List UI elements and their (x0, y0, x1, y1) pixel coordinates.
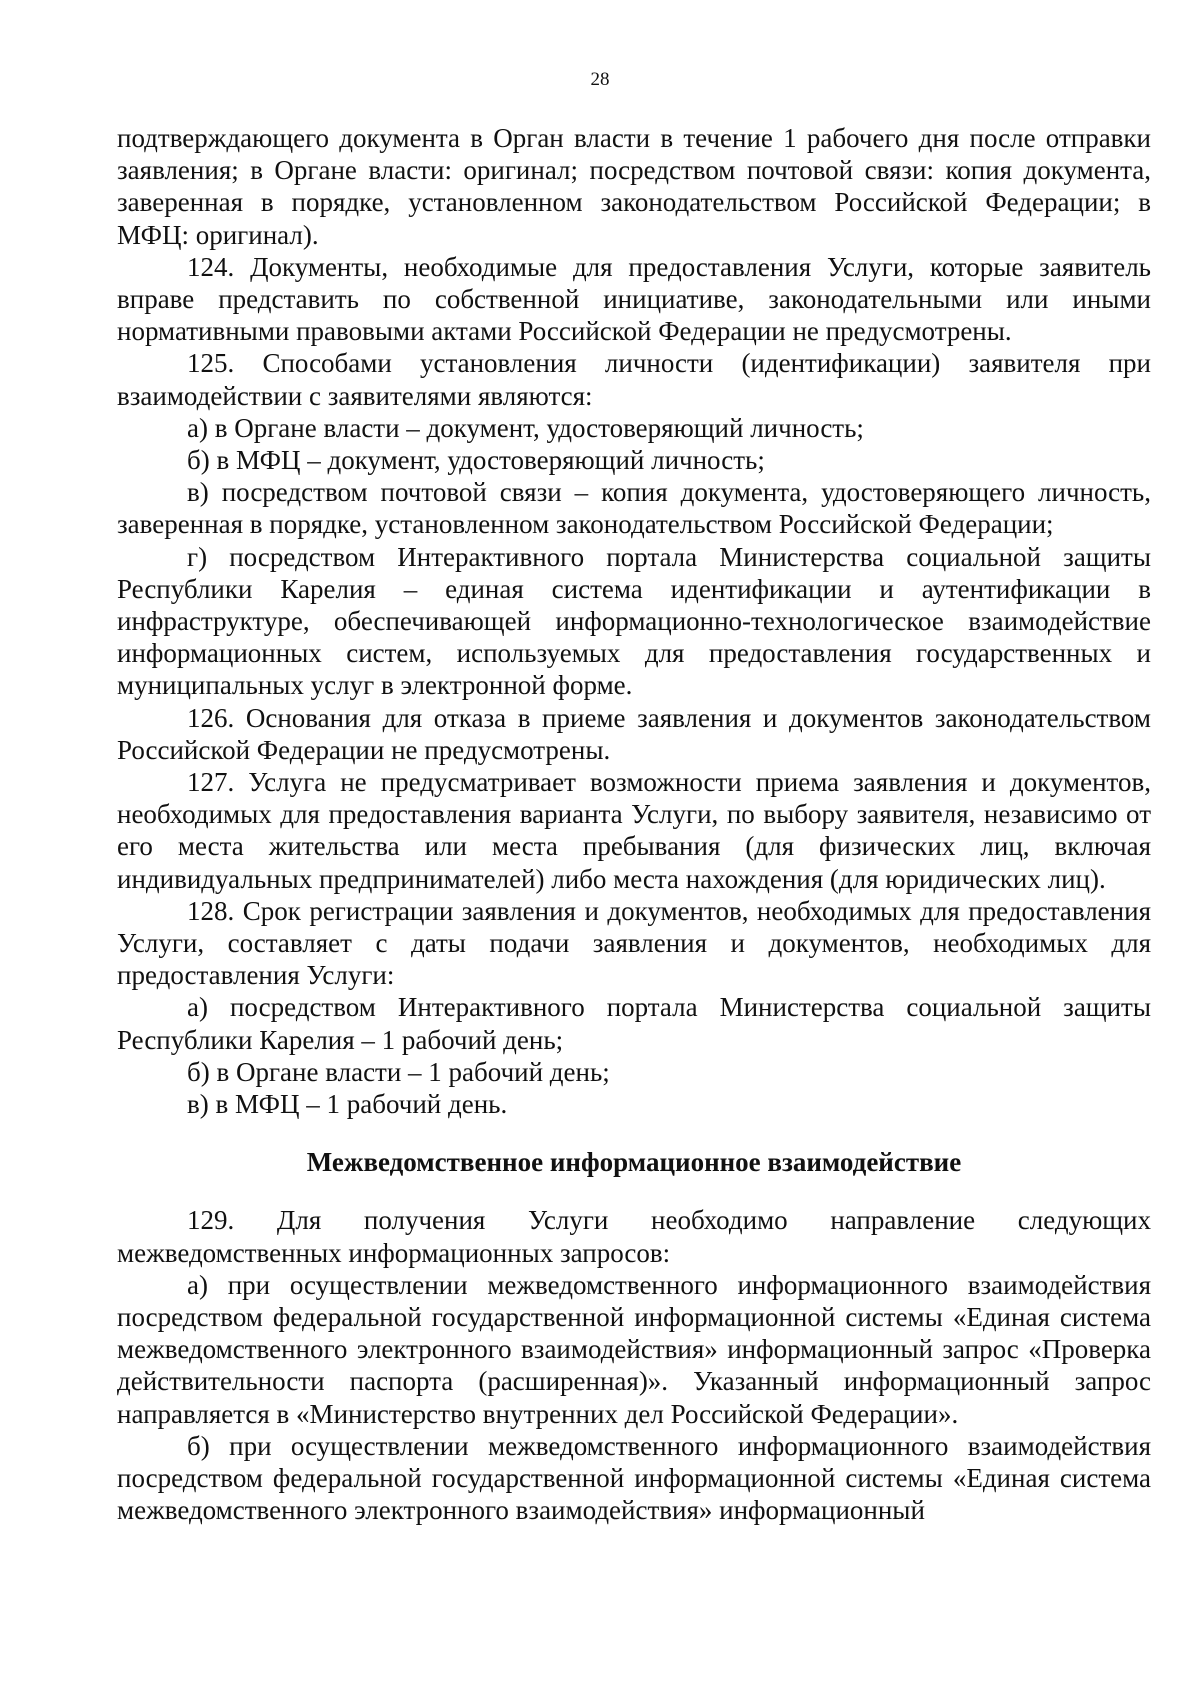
list-item: в) в МФЦ – 1 рабочий день. (187, 1089, 508, 1120)
list-item: б) в Органе власти – 1 рабочий день; (187, 1056, 610, 1087)
list-item: г) посредством Интерактивного портала Министерства социальной защиты Республики Карелия – единая система идентификации и аутентификации в инфраструктуре, обеспечивающей информационно-технологическое взаимодействие информационных систем, используемых для предоставления государственных и муниципальных услуг в электронной форме. (117, 541, 1151, 701)
paragraph: 129. Для получения Услуги необходимо направление следующих межведомственных информационных запросов: (117, 1205, 1151, 1268)
paragraph: 124. Документы, необходимые для предоставления Услуги, которые заявитель вправе представить по собственной инициативе, законодательными или иными нормативными правовыми актами Российской Федерации не предусмотрены. (117, 251, 1151, 347)
list-item: а) посредством Интерактивного портала Министерства социальной защиты Республики Карелия – 1 рабочий день; (117, 992, 1151, 1055)
section-heading: Межведомственное информационное взаимодействие (306, 1147, 962, 1178)
page-number: 28 (590, 69, 610, 90)
paragraph: подтверждающего документа в Орган власти в течение 1 рабочего дня после отправки заявления; в Органе власти: оригинал; посредством почтовой связи: копия документа, заверенная в порядке, установленном законодательством Российской Федерации; в МФЦ: оригинал). (117, 123, 1151, 250)
list-item: а) в Органе власти – документ, удостоверяющий личность; (187, 412, 864, 443)
list-item: б) при осуществлении межведомственного информационного взаимодействия посредством федеральной государственной информационной системы «Единая система межведомственного электронного взаимодействия» информационный (117, 1430, 1151, 1526)
paragraph: 127. Услуга не предусматривает возможности приема заявления и документов, необходимых для предоставления варианта Услуги, по выбору заявителя, независимо от его места жительства или места пребывания (для физических лиц, включая индивидуальных предпринимателей) либо места нахождения (для юридических лиц). (117, 767, 1151, 894)
document-body (117, 122, 1151, 1526)
paragraph: 126. Основания для отказа в приеме заявления и документов законодательством Российской Федерации не предусмотрены. (117, 702, 1151, 765)
list-item: а) при осуществлении межведомственного информационного взаимодействия посредством федеральной государственной информационной системы «Единая система межведомственного электронного взаимодействия» информационный запрос «Проверка действительности паспорта (расширенная)». Указанный информационный запрос направляется в «Министерство внутренних дел Российской Федерации». (117, 1269, 1151, 1429)
list-item: в) посредством почтовой связи – копия документа, удостоверяющего личность, заверенная в порядке, установленном законодательством Российской Федерации; (117, 477, 1151, 540)
paragraph: 125. Способами установления личности (идентификации) заявителя при взаимодействии с заявителями являются: (117, 348, 1151, 411)
list-item: б) в МФЦ – документ, удостоверяющий личность; (187, 445, 765, 476)
paragraph: 128. Срок регистрации заявления и документов, необходимых для предоставления Услуги, составляет с даты подачи заявления и документов, необходимых для предоставления Услуги: (117, 895, 1151, 991)
